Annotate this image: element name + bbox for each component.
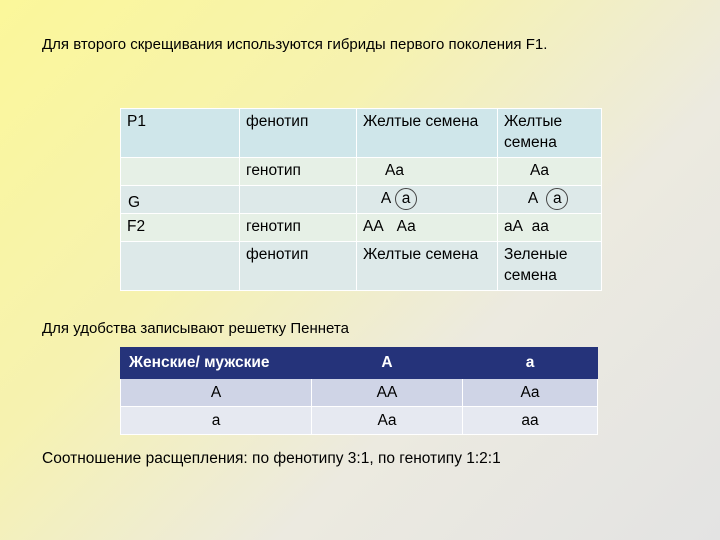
genotype-label: генотип bbox=[240, 158, 357, 186]
table-row bbox=[121, 379, 598, 407]
f2-phenotype-left: Желтые семена bbox=[357, 242, 498, 291]
ratio-text: Соотношение расщепления: по фенотипу 3:1, по генотипу 1:2:1 bbox=[42, 450, 501, 467]
table-row bbox=[121, 407, 598, 435]
f2-label: F2 bbox=[121, 214, 240, 242]
table-row bbox=[121, 242, 602, 291]
table-row bbox=[121, 109, 602, 158]
gametes-right bbox=[498, 186, 602, 214]
p1-phenotype-right: Желтые семена bbox=[498, 109, 602, 158]
table-row bbox=[121, 214, 602, 242]
punnett-header-col: A bbox=[312, 348, 463, 379]
punnett-cell: Aa bbox=[463, 379, 598, 407]
p1-genotype-left: Aa bbox=[357, 158, 498, 186]
gamete-circle: a bbox=[395, 188, 417, 210]
punnett-note: Для удобства записывают решетку Пеннета bbox=[42, 320, 349, 337]
f2-phenotype-right: Зеленые семена bbox=[498, 242, 602, 291]
punnett-cell: aa bbox=[463, 407, 598, 435]
table-row bbox=[121, 158, 602, 186]
punnett-cell: AA bbox=[312, 379, 463, 407]
f2-genotype-right: аА аа bbox=[498, 214, 602, 242]
g-label: G bbox=[128, 194, 141, 211]
f2-genotype-left: АА Аа bbox=[357, 214, 498, 242]
phenotype-label: фенотип bbox=[240, 109, 357, 158]
table-row bbox=[121, 186, 602, 214]
p1-label: P1 bbox=[121, 109, 240, 158]
punnett-header-corner: Женские/ мужские bbox=[121, 348, 312, 379]
punnett-header-row bbox=[121, 348, 598, 379]
cross-table bbox=[120, 108, 602, 291]
intro-text: Для второго скрещивания используются гибриды первого поколения F1. bbox=[42, 36, 548, 53]
p1-phenotype-left: Желтые семена bbox=[357, 109, 498, 158]
gamete: A bbox=[527, 190, 539, 207]
punnett-header-col: a bbox=[463, 348, 598, 379]
gamete-circle: a bbox=[546, 188, 568, 210]
phenotype-label: фенотип bbox=[240, 242, 357, 291]
punnett-row-header: A bbox=[121, 379, 312, 407]
punnett-square bbox=[120, 347, 598, 435]
punnett-row-header: a bbox=[121, 407, 312, 435]
gametes-left bbox=[357, 186, 498, 214]
gamete: A bbox=[380, 190, 392, 207]
genotype-label: генотип bbox=[240, 214, 357, 242]
p1-genotype-right: Aa bbox=[498, 158, 602, 186]
punnett-cell: Aa bbox=[312, 407, 463, 435]
